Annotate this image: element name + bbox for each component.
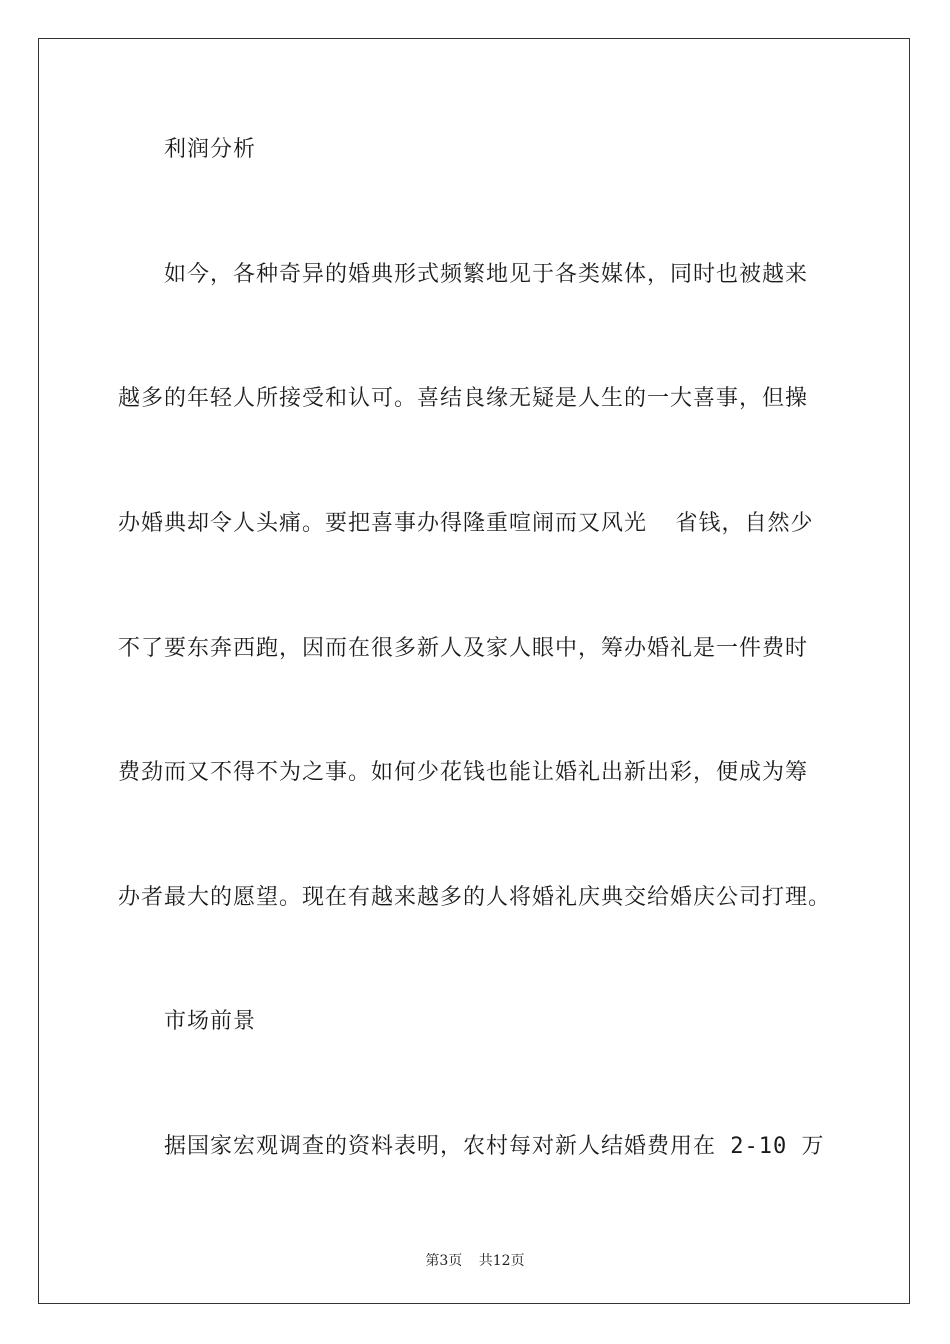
section-heading-profit-analysis: 利润分析	[164, 137, 257, 162]
paragraph-line: 如今，各种奇异的婚典形式频繁地见于各类媒体，同时也被越来	[164, 262, 809, 287]
page-border	[38, 38, 910, 1304]
section-heading-market-outlook: 市场前景	[164, 1009, 257, 1034]
paragraph-line: 办婚典却令人头痛。要把喜事办得隆重喧闹而又风光 省钱，自然少	[118, 511, 814, 536]
paragraph-line: 费劲而又不得不为之事。如何少花钱也能让婚礼出新出彩，便成为筹	[118, 760, 809, 785]
page-number: 第3页	[425, 1253, 463, 1269]
page-footer	[0, 1250, 950, 1270]
paragraph-line: 不了要东奔西跑，因而在很多新人及家人眼中，筹办婚礼是一件费时	[118, 636, 809, 661]
page-total: 共12页	[478, 1253, 525, 1269]
paragraph-line: 越多的年轻人所接受和认可。喜结良缘无疑是人生的一大喜事，但操	[118, 386, 809, 411]
paragraph-line: 据国家宏观调查的资料表明，农村每对新人结婚费用在 2-10 万	[164, 1134, 825, 1159]
paragraph-line: 办者最大的愿望。现在有越来越多的人将婚礼庆典交给婚庆公司打理。	[118, 885, 832, 910]
